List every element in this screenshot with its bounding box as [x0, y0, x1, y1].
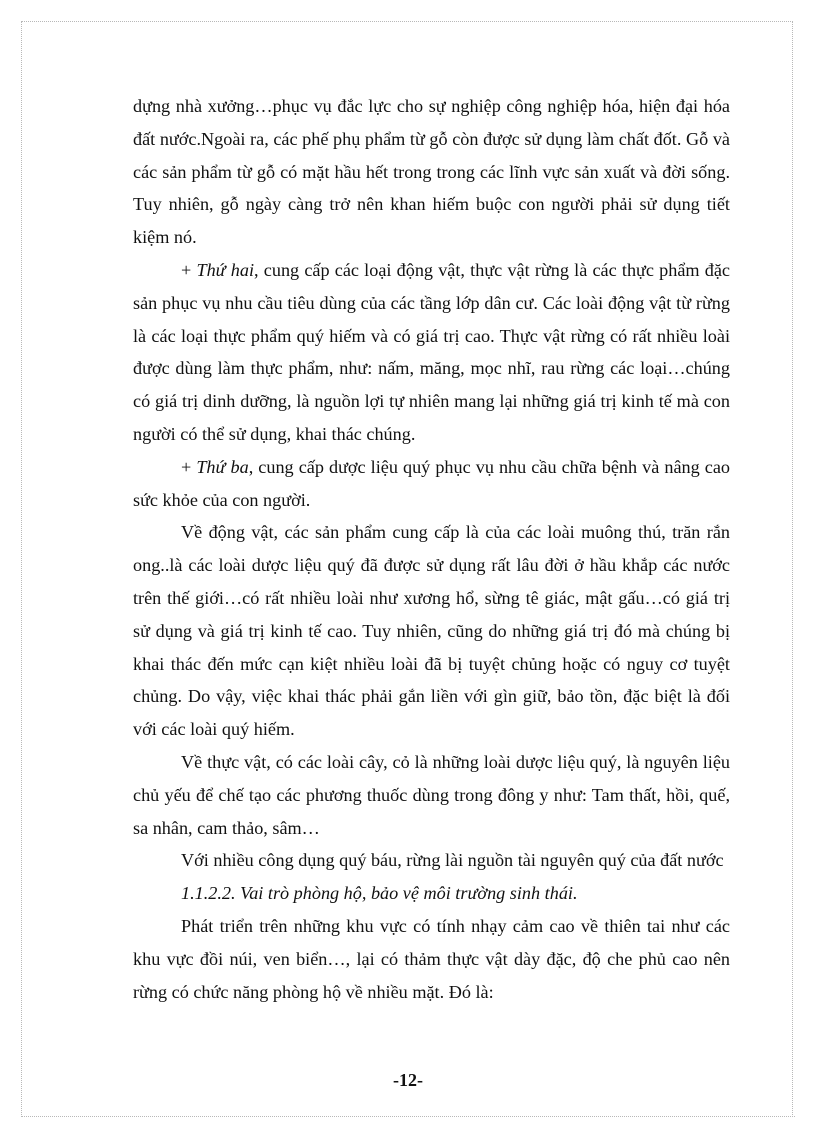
- paragraph-thu-ba-text: , cung cấp dược liệu quý phục vụ nhu cầu chữa bệnh và nâng cao sức khỏe của con người.: [133, 456, 730, 510]
- paragraph-summary: Với nhiều công dụng quý báu, rừng lài nguồn tài nguyên quý của đất nước: [181, 850, 724, 871]
- page-number: -12-: [393, 1070, 423, 1090]
- bottom-divider: [21, 1116, 795, 1117]
- paragraph-dong-vat: Về động vật, các sản phẩm cung cấp là của các loài muông thú, trăn rắn ong..là các loài dược liệu quý đã được sử dụng rất lâu đời ở hầu khắp các nước trên thế giới…có rất nhiều loài như xương hổ, sừng tê giác, mật gấu…có giá trị sử dụng và giá trị kinh tế cao. Tuy nhiên, cũng do những giá trị đó mà chúng bị khai thác đến mức cạn kiệt nhiều loài đã bị tuyệt chủng hoặc có nguy cơ tuyệt chủng. Do vậy, việc khai thác phải gắn liền với gìn giữ, bảo tồn, đặc biệt là đối với các loài quý hiếm.: [133, 522, 730, 740]
- paragraph-thu-hai: [133, 254, 730, 451]
- emphasis-thu-hai: Thứ hai: [196, 259, 255, 280]
- bullet-plus: +: [181, 259, 197, 280]
- bullet-plus: +: [181, 456, 197, 477]
- emphasis-thu-ba: Thứ ba: [196, 456, 249, 477]
- paragraph-thu-ba: [133, 451, 730, 517]
- paragraph-continuation: dựng nhà xưởng…phục vụ đắc lực cho sự nghiệp công nghiệp hóa, hiện đại hóa đất nước.Ngoài ra, các phế phụ phẩm từ gỗ còn được sử dụng làm chất đốt. Gỗ và các sản phẩm từ gỗ có mặt hầu hết trong trong các lĩnh vực sản xuất và đời sống. Tuy nhiên, gỗ ngày càng trở nên khan hiếm buộc con người phải sử dụng tiết kiệm nó.: [133, 96, 730, 248]
- paragraph-thuc-vat: Về thực vật, có các loài cây, cỏ là những loài dược liệu quý, là nguyên liệu chủ yếu để chế tạo các phương thuốc dùng trong đông y như: Tam thất, hồi, quế, sa nhân, cam thảo, sâm…: [133, 751, 730, 838]
- paragraph-phong-ho: Phát triển trên những khu vực có tính nhạy cảm cao về thiên tai như các khu vực đồi núi, ven biển…, lại có thảm thực vật dày đặc, độ che phủ cao nên rừng có chức năng phòng hộ về nhiều mặt. Đó là:: [133, 915, 730, 1002]
- section-heading: 1.1.2.2. Vai trò phòng hộ, bảo vệ môi trường sinh thái.: [181, 883, 578, 904]
- document-body: [133, 90, 730, 1008]
- paragraph-thu-hai-text: , cung cấp các loại động vật, thực vật rừng là các thực phẩm đặc sản phục vụ nhu cầu tiêu dùng của các tầng lớp dân cư. Các loài động vật từ rừng là các loại thực phẩm quý hiếm và có giá trị cao. Thực vật rừng có rất nhiều loài được dùng làm thực phẩm, như: nấm, măng, mọc nhĩ, rau rừng các loại…chúng có giá trị dinh dưỡng, là nguồn lợi tự nhiên mang lại những giá trị kinh tế mà con người có thể sử dụng, khai thác chúng.: [133, 259, 730, 444]
